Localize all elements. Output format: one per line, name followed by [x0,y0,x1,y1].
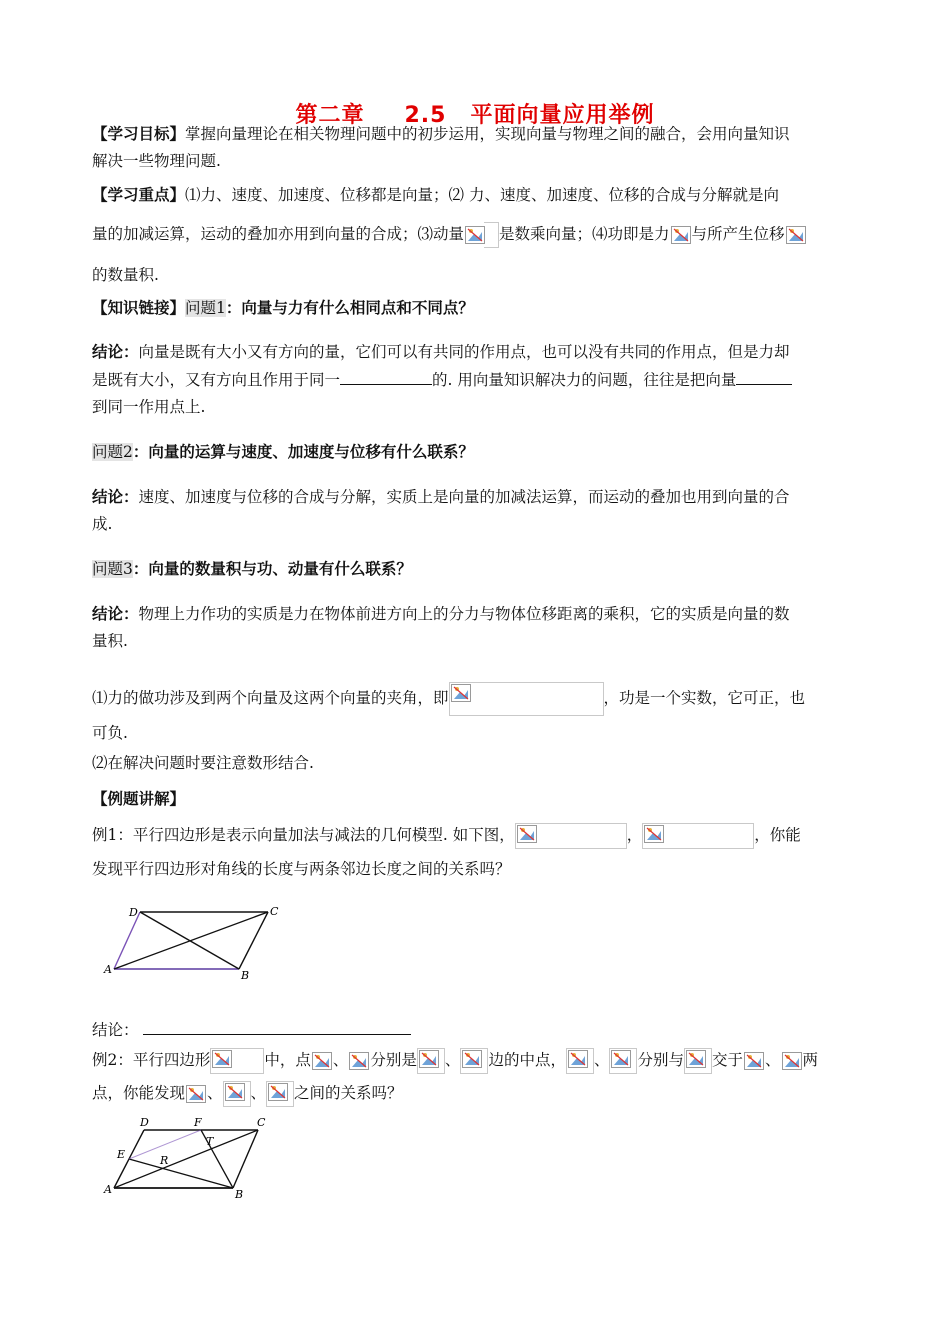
focus-line-3: 的数量积. [92,266,159,284]
broken-image-icon [671,226,691,244]
conclusion-2-line-1: 结论：速度、加速度与位移的合成与分解，实质上是向量的加减法运算，而运动的叠加也用到向量的合 [92,488,790,506]
conclusion-1-line-3: 到同一作用点上. [92,398,206,416]
vertex-label-d: D [140,1116,149,1129]
vertex-label-t: T [206,1135,214,1148]
goal-line-2: 解决一些物理问题. [92,152,221,170]
focus-line-1: 【学习重点】⑴力、速度、加速度、位移都是向量；⑵ 力、速度、加速度、位移的合成与分解就是向 [92,186,779,204]
example-2-line-1: 例2：平行四边形 中，点 、 分别是 、 边的中点， 、 分别与 交于 、 两 [92,1048,818,1074]
examples-heading: 【例题讲解】 [92,790,186,808]
formula-image-frame [210,1048,264,1074]
vertex-label-c: C [270,905,279,918]
broken-image-icon [451,684,471,702]
conclusion-1-line-2: 是既有大小，又有方向且作用于同一 的. 用向量知识解决力的问题，往往是把向量 [92,369,792,391]
chapter-label: 第二章 [295,103,365,128]
broken-image-icon [186,1085,206,1103]
broken-image-icon [465,226,485,244]
question-tag: 问题3 [92,560,133,578]
vertex-label-b: B [235,1188,244,1201]
broken-image-icon [686,1050,706,1068]
link-question-1: 【知识链接】问题1：向量与力有什么相同点和不同点？ [92,299,474,317]
parallelogram-figure-1 [100,900,280,985]
formula-image-frame [684,1048,712,1074]
note-1-line-1: ⑴力的做功涉及到两个向量及这两个向量的夹角，即 ，功是一个实数，它可正，也 [92,682,805,716]
example-1-line-2: 发现平行四边形对角线的长度与两条邻边长度之间的关系吗？ [92,860,511,878]
fill-blank[interactable] [340,370,432,385]
question-2: 问题2：向量的运算与速度、加速度与位移有什么联系？ [92,443,474,461]
fill-blank[interactable] [143,1020,411,1035]
broken-image-icon [462,1050,482,1068]
vertex-label-e: E [117,1148,126,1161]
goal-line-1: 【学习目标】掌握向量理论在相关物理问题中的初步运用，实现向量与物理之间的融合，会用向量知识 [92,125,790,143]
conclusion-4: 结论： [92,1019,411,1041]
section-number: 2.5 [404,103,447,128]
focus-line-2: 量的加减运算，运动的叠加亦用到向量的合成；⑶动量 是数乘向量；⑷功即是力 与所产生位移 [92,222,807,248]
formula-image-frame [266,1081,294,1107]
question-tag: 问题1 [185,299,226,317]
formula-image-frame [609,1048,637,1074]
formula-image-frame [515,823,627,849]
formula-image-frame [566,1048,594,1074]
broken-image-icon [744,1052,764,1070]
goal-label: 【学习目标】 [92,125,186,143]
example-1-line-1: 例1：平行四边形是表示向量加法与减法的几何模型. 如下图， ， ，你能 [92,823,801,849]
parallelogram-figure-2 [100,1113,275,1203]
broken-image-icon [782,1052,802,1070]
question-tag: 问题2 [92,443,133,461]
vertex-label-a: A [104,963,112,976]
question-3: 问题3：向量的数量积与功、动量有什么联系？ [92,560,412,578]
broken-image-icon [644,825,664,843]
link-label: 【知识链接】 [92,299,186,317]
formula-image-frame [223,1081,251,1107]
broken-image-icon [517,825,537,843]
vertex-label-r: R [160,1154,169,1167]
broken-image-icon [568,1050,588,1068]
broken-image-icon [611,1050,631,1068]
note-2: ⑵在解决问题时要注意数形结合. [92,754,314,772]
vertex-label-f: F [194,1116,202,1129]
broken-image-icon [225,1083,245,1101]
note-1-line-2: 可负. [92,724,128,742]
example-2-line-2: 点，你能发现 、 、 之间的关系吗？ [92,1081,403,1107]
vertex-label-d: D [129,906,138,919]
broken-image-icon [349,1052,369,1070]
formula-image-frame [449,682,604,716]
formula-image-frame [642,823,754,849]
focus-label: 【学习重点】 [92,186,186,204]
vertex-label-b: B [241,969,250,982]
broken-image-icon [419,1050,439,1068]
conclusion-3-line-1: 结论：物理上力作功的实质是力在物体前进方向上的分力与物体位移距离的乘积，它的实质是向量的数 [92,605,790,623]
broken-image-icon [312,1052,332,1070]
broken-image-icon [212,1050,232,1068]
broken-image-icon [268,1083,288,1101]
vertex-label-a: A [104,1183,112,1196]
vertex-label-c: C [257,1116,266,1129]
formula-image-frame [417,1048,445,1074]
fill-blank[interactable] [736,370,792,385]
conclusion-2-line-2: 成. [92,515,113,533]
broken-image-icon [786,226,806,244]
formula-image-frame [460,1048,488,1074]
conclusion-1-line-1: 结论：向量是既有大小又有方向的量，它们可以有共同的作用点，也可以没有共同的作用点，但是力却 [92,343,790,361]
conclusion-3-line-2: 量积. [92,632,128,650]
image-frame [484,222,499,248]
topic-title: 平面向量应用举例 [470,103,655,128]
